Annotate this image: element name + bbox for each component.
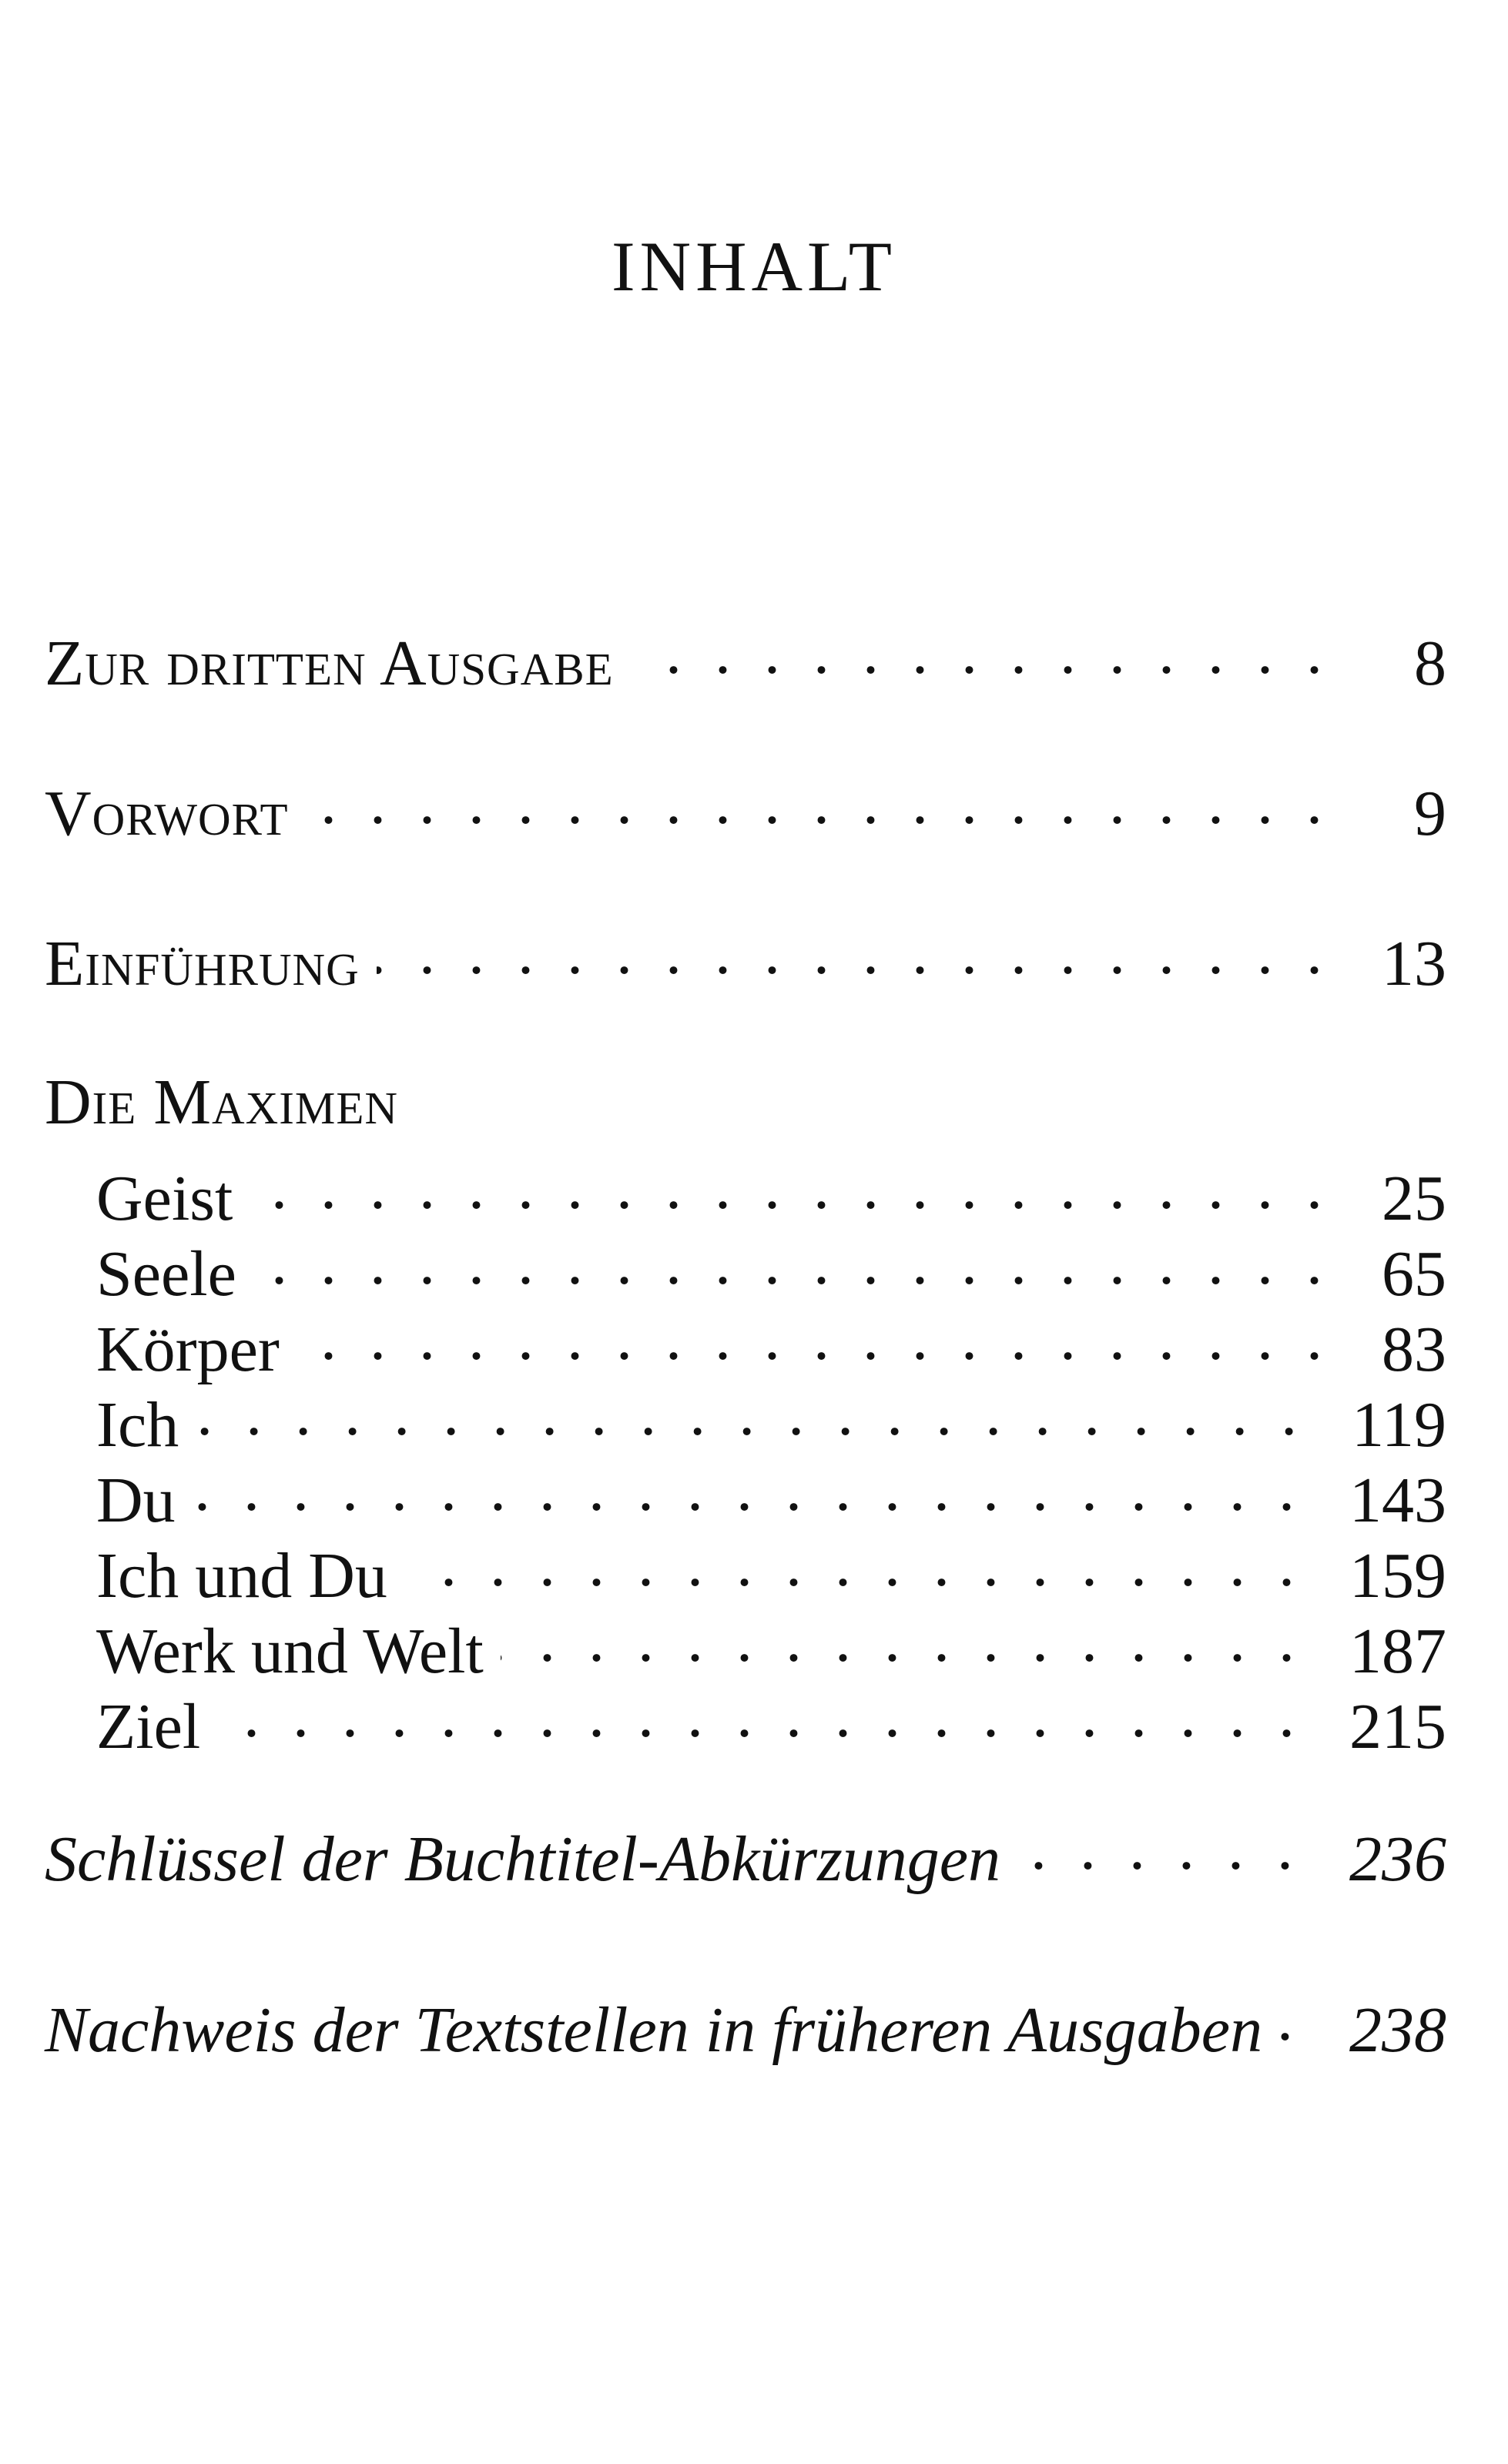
toc-entry-label: Schlüssel der Buchtitel-Abkürzungen bbox=[45, 1823, 1001, 1895]
toc-entry-page: 8 bbox=[1414, 628, 1446, 699]
dot-leader bbox=[193, 1457, 1303, 1522]
toc-entry-label: Einführung bbox=[45, 928, 360, 999]
dot-leader bbox=[306, 770, 1331, 835]
dot-leader bbox=[217, 1683, 1303, 1748]
dot-leader bbox=[297, 1306, 1331, 1371]
toc-entry-zur-dritten-ausgabe[interactable] bbox=[45, 620, 1446, 699]
dot-leader bbox=[196, 1381, 1305, 1446]
toc-entry-du[interactable] bbox=[96, 1457, 1446, 1536]
toc-entry-page: 187 bbox=[1349, 1615, 1446, 1687]
toc-entry-page: 215 bbox=[1349, 1691, 1446, 1763]
toc-entry-label: Ich und Du bbox=[96, 1540, 387, 1612]
toc-entry-seele[interactable] bbox=[96, 1230, 1446, 1310]
dot-leader bbox=[1017, 1816, 1303, 1880]
toc-entry-page: 159 bbox=[1349, 1540, 1446, 1612]
dot-leader bbox=[377, 920, 1331, 985]
dot-leader bbox=[250, 1155, 1331, 1220]
toc-entry-page: 236 bbox=[1349, 1823, 1446, 1895]
toc-entry-label: Seele bbox=[96, 1238, 236, 1310]
toc-entry-koerper[interactable] bbox=[96, 1306, 1446, 1385]
toc-entry-page: 13 bbox=[1382, 928, 1446, 999]
toc-entry-label: Körper bbox=[96, 1314, 280, 1385]
toc-entry-werk-und-welt[interactable] bbox=[96, 1608, 1446, 1687]
toc-entry-label: Werk und Welt bbox=[96, 1615, 484, 1687]
toc-entry-label: Ziel bbox=[96, 1691, 201, 1763]
toc-entry-page: 65 bbox=[1382, 1238, 1446, 1310]
dot-leader bbox=[253, 1230, 1331, 1295]
toc-entry-page: 143 bbox=[1349, 1465, 1446, 1536]
toc-entry-page: 25 bbox=[1382, 1163, 1446, 1234]
dot-leader bbox=[631, 620, 1331, 685]
toc-entry-einfuehrung[interactable] bbox=[45, 920, 1446, 999]
toc-entry-nachweis[interactable] bbox=[45, 1987, 1446, 2066]
toc-entry-label: Geist bbox=[96, 1163, 233, 1234]
dot-leader bbox=[404, 1532, 1303, 1597]
toc-entry-page: 83 bbox=[1382, 1314, 1446, 1385]
section-heading-die-maximen: Die Maximen bbox=[45, 1066, 399, 1138]
toc-entry-label: Vorwort bbox=[45, 778, 289, 849]
toc-entry-ziel[interactable] bbox=[96, 1683, 1446, 1763]
toc-entry-vorwort[interactable] bbox=[45, 770, 1446, 849]
dot-leader bbox=[1279, 1987, 1303, 2051]
toc-entry-page: 9 bbox=[1414, 778, 1446, 849]
toc-entry-page: 238 bbox=[1349, 1994, 1446, 2066]
toc-entry-label: Du bbox=[96, 1465, 176, 1536]
toc-entry-label: Ich bbox=[96, 1389, 179, 1461]
toc-entry-ich[interactable] bbox=[96, 1381, 1446, 1461]
toc-entry-ich-und-du[interactable] bbox=[96, 1532, 1446, 1612]
toc-entry-page: 119 bbox=[1352, 1389, 1446, 1461]
toc-entry-label: Nachweis der Textstellen in früheren Ausgaben bbox=[45, 1994, 1263, 2066]
toc-entry-schluessel[interactable] bbox=[45, 1816, 1446, 1895]
dot-leader bbox=[501, 1608, 1303, 1672]
page-title: INHALT bbox=[612, 227, 896, 306]
toc-entry-geist[interactable] bbox=[96, 1155, 1446, 1234]
toc-entry-label: Zur dritten Ausgabe bbox=[45, 628, 614, 699]
